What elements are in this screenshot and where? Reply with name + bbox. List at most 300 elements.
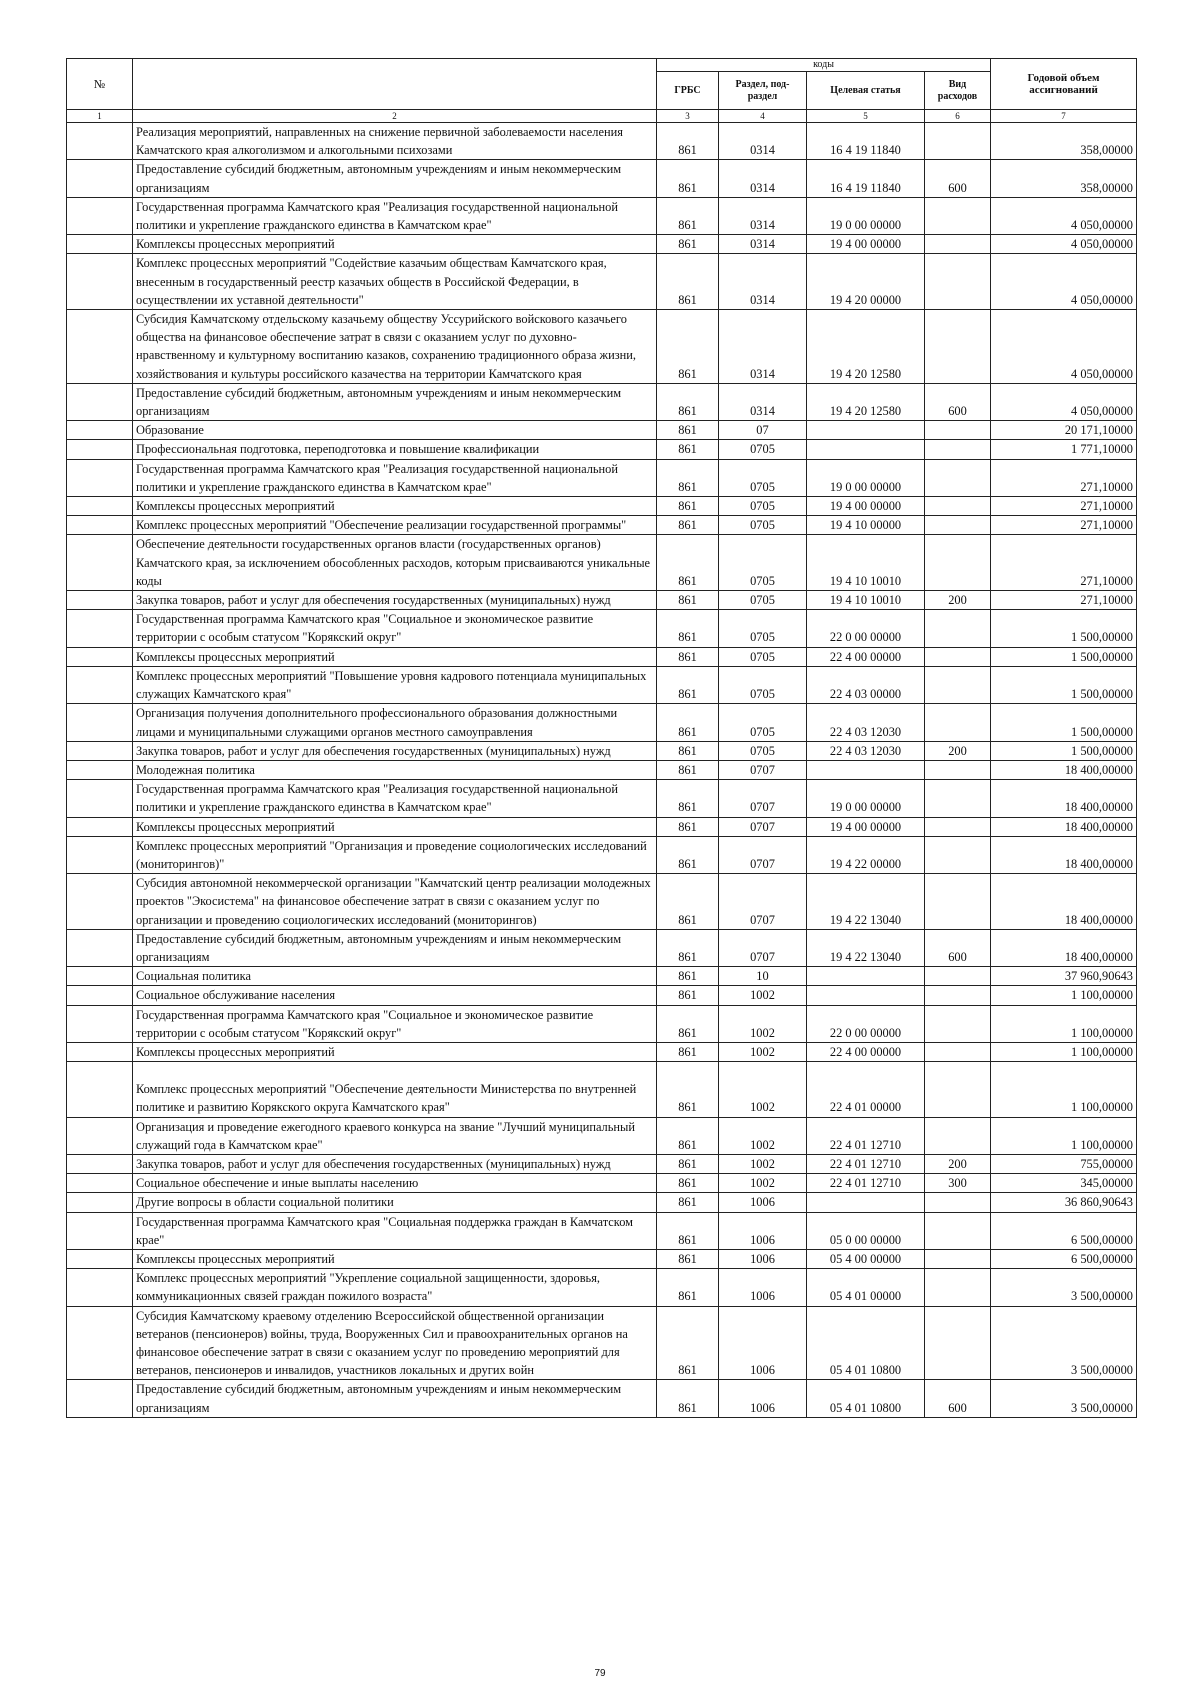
cell-num [67,647,133,666]
cell-sum: 1 500,00000 [991,704,1137,741]
cell-razdel: 0705 [719,535,807,591]
cell-razdel: 1002 [719,1154,807,1173]
table-row [67,1062,1137,1117]
table-row [67,1174,1137,1193]
cell-grbs: 861 [657,986,719,1005]
cell-sum: 18 400,00000 [991,874,1137,930]
cell-vid: 200 [925,591,991,610]
cell-celevaya: 19 4 10 10010 [807,535,925,591]
cell-razdel: 0705 [719,516,807,535]
cell-celevaya: 16 4 19 11840 [807,123,925,160]
header-colnum: 1 [67,110,133,123]
cell-vid [925,516,991,535]
cell-grbs: 861 [657,197,719,234]
cell-grbs: 861 [657,535,719,591]
table-row [67,741,1137,760]
cell-grbs: 861 [657,516,719,535]
table-row [67,123,1137,160]
cell-num [67,1154,133,1173]
budget-sheet [66,58,1136,1418]
header-colnum: 7 [991,110,1137,123]
cell-sum: 1 100,00000 [991,986,1137,1005]
cell-sum: 4 050,00000 [991,197,1137,234]
cell-sum: 4 050,00000 [991,310,1137,384]
cell-razdel: 0707 [719,874,807,930]
cell-name: Государственная программа Камчатского края "Социальная поддержка граждан в Камчатском крае" [133,1212,657,1249]
cell-vid [925,197,991,234]
cell-razdel: 0705 [719,497,807,516]
cell-sum: 345,00000 [991,1174,1137,1193]
cell-vid [925,817,991,836]
cell-sum: 18 400,00000 [991,780,1137,817]
cell-name: Субсидия Камчатскому краевому отделению Всероссийской общественной организации ветеранов (пенсионеров) войны, труда, Вооруженных Сил и правоохранительных органов на финансовое обеспечение затрат в связи с оказанием услуг по проведению мероприятий для ветеранов, пенсионеров и инвалидов, участников локальных и других войн [133,1306,657,1380]
cell-num [67,704,133,741]
cell-razdel: 1002 [719,986,807,1005]
cell-sum: 1 100,00000 [991,1005,1137,1042]
cell-vid [925,1117,991,1154]
cell-sum: 271,10000 [991,535,1137,591]
cell-razdel: 0707 [719,760,807,779]
cell-name: Комплекс процессных мероприятий "Укрепление социальной защищенности, здоровья, коммуникационных связей граждан пожилого возраста" [133,1269,657,1306]
cell-sum: 6 500,00000 [991,1249,1137,1268]
cell-num [67,666,133,703]
header-grbs: ГРБС [657,72,719,110]
cell-name: Закупка товаров, работ и услуг для обеспечения государственных (муниципальных) нужд [133,1154,657,1173]
header-colnum: 5 [807,110,925,123]
cell-celevaya: 05 4 01 10800 [807,1306,925,1380]
cell-num [67,1005,133,1042]
cell-vid [925,647,991,666]
cell-razdel: 0314 [719,383,807,420]
cell-num [67,535,133,591]
cell-num [67,1174,133,1193]
cell-vid [925,497,991,516]
cell-name: Организация и проведение ежегодного краевого конкурса на звание "Лучший муниципальный служащий года в Камчатском крае" [133,1117,657,1154]
cell-grbs: 861 [657,1005,719,1042]
cell-vid: 600 [925,160,991,197]
cell-celevaya: 22 4 00 00000 [807,647,925,666]
cell-grbs: 861 [657,929,719,966]
cell-vid [925,760,991,779]
cell-num [67,591,133,610]
cell-name: Государственная программа Камчатского края "Реализация государственной национальной политики и укрепление гражданского единства в Камчатском крае" [133,197,657,234]
cell-vid: 200 [925,741,991,760]
cell-num [67,1062,133,1117]
cell-celevaya: 22 0 00 00000 [807,610,925,647]
cell-razdel: 0705 [719,666,807,703]
cell-sum: 271,10000 [991,591,1137,610]
cell-razdel: 1002 [719,1005,807,1042]
cell-name: Комплекс процессных мероприятий "Повышение уровня кадрового потенциала муниципальных служащих Камчатского края" [133,666,657,703]
cell-vid [925,1306,991,1380]
table-row [67,1154,1137,1173]
cell-num [67,760,133,779]
cell-vid [925,459,991,496]
table-body [67,123,1137,1418]
cell-grbs: 861 [657,967,719,986]
table-row [67,459,1137,496]
cell-vid: 200 [925,1154,991,1173]
cell-razdel: 1006 [719,1193,807,1212]
cell-num [67,1117,133,1154]
cell-name: Комплексы процессных мероприятий [133,497,657,516]
cell-name: Государственная программа Камчатского края "Реализация государственной национальной политики и укрепление гражданского единства в Камчатском крае" [133,459,657,496]
cell-razdel: 0314 [719,160,807,197]
cell-razdel: 0705 [719,741,807,760]
cell-celevaya [807,760,925,779]
cell-grbs: 861 [657,160,719,197]
cell-name: Государственная программа Камчатского края "Социальное и экономическое развитие территории с особым статусом "Корякский округ" [133,610,657,647]
cell-vid [925,986,991,1005]
cell-vid: 600 [925,383,991,420]
cell-name: Социальное обслуживание населения [133,986,657,1005]
cell-grbs: 861 [657,704,719,741]
cell-celevaya: 05 4 01 10800 [807,1380,925,1417]
cell-name: Образование [133,421,657,440]
cell-sum: 271,10000 [991,497,1137,516]
table-row [67,666,1137,703]
cell-celevaya: 22 4 03 12030 [807,741,925,760]
cell-vid [925,836,991,873]
cell-grbs: 861 [657,647,719,666]
cell-grbs: 861 [657,254,719,310]
cell-num [67,254,133,310]
cell-razdel: 1002 [719,1117,807,1154]
table-row [67,760,1137,779]
cell-grbs: 861 [657,459,719,496]
cell-vid [925,235,991,254]
cell-name: Комплекс процессных мероприятий "Содействие казачьим обществам Камчатского края, внесенным в государственный реестр казачьих обществ в Российской Федерации, в осуществлении их уставной деятельности" [133,254,657,310]
cell-celevaya: 19 4 22 13040 [807,929,925,966]
cell-name: Закупка товаров, работ и услуг для обеспечения государственных (муниципальных) нужд [133,591,657,610]
cell-grbs: 861 [657,1062,719,1117]
cell-num [67,383,133,420]
cell-vid [925,421,991,440]
cell-sum: 4 050,00000 [991,254,1137,310]
cell-num [67,440,133,459]
cell-grbs: 861 [657,497,719,516]
cell-num [67,874,133,930]
cell-razdel: 1002 [719,1062,807,1117]
cell-vid [925,254,991,310]
table-row [67,929,1137,966]
cell-razdel: 0707 [719,817,807,836]
cell-grbs: 861 [657,1174,719,1193]
table-row [67,535,1137,591]
cell-razdel: 1006 [719,1249,807,1268]
cell-num [67,741,133,760]
cell-vid [925,666,991,703]
cell-vid [925,1062,991,1117]
cell-name: Молодежная политика [133,760,657,779]
cell-sum: 358,00000 [991,123,1137,160]
cell-celevaya: 22 4 03 00000 [807,666,925,703]
cell-razdel: 1006 [719,1212,807,1249]
cell-celevaya: 19 4 00 00000 [807,497,925,516]
cell-vid [925,1193,991,1212]
table-row [67,497,1137,516]
table-row [67,1212,1137,1249]
cell-grbs: 861 [657,383,719,420]
cell-num [67,836,133,873]
cell-num [67,1249,133,1268]
cell-name: Реализация мероприятий, направленных на снижение первичной заболеваемости населения Камчатского края алкоголизмом и алкогольными психозами [133,123,657,160]
cell-razdel: 0705 [719,647,807,666]
cell-name: Социальная политика [133,967,657,986]
table-row [67,1193,1137,1212]
cell-sum: 4 050,00000 [991,383,1137,420]
cell-razdel: 0707 [719,836,807,873]
table-row [67,817,1137,836]
cell-sum: 1 500,00000 [991,666,1137,703]
cell-vid: 300 [925,1174,991,1193]
cell-celevaya: 22 4 01 00000 [807,1062,925,1117]
cell-sum: 3 500,00000 [991,1306,1137,1380]
cell-razdel: 0705 [719,591,807,610]
cell-grbs: 861 [657,235,719,254]
cell-razdel: 1006 [719,1269,807,1306]
cell-vid [925,1042,991,1061]
cell-num [67,497,133,516]
header-codes: коды [657,59,991,72]
cell-name: Субсидия автономной некоммерческой организации "Камчатский центр реализации молодежных проектов "Экосистема" на финансовое обеспечение затрат в связи с оказанием услуг по организации и проведению социологических исследований (мониторингов) [133,874,657,930]
cell-celevaya: 19 0 00 00000 [807,780,925,817]
cell-celevaya: 19 4 20 12580 [807,383,925,420]
cell-celevaya [807,421,925,440]
header-razdel: Раздел, под-раздел [719,72,807,110]
table-row [67,421,1137,440]
cell-razdel: 1006 [719,1380,807,1417]
cell-sum: 3 500,00000 [991,1269,1137,1306]
cell-celevaya: 22 4 01 12710 [807,1117,925,1154]
cell-vid [925,535,991,591]
cell-sum: 1 100,00000 [991,1062,1137,1117]
cell-num [67,235,133,254]
cell-sum: 4 050,00000 [991,235,1137,254]
table-row [67,440,1137,459]
cell-celevaya [807,440,925,459]
cell-num [67,160,133,197]
cell-sum: 1 500,00000 [991,741,1137,760]
cell-razdel: 0705 [719,440,807,459]
cell-vid [925,310,991,384]
cell-sum: 20 171,10000 [991,421,1137,440]
cell-razdel: 0707 [719,780,807,817]
cell-name: Предоставление субсидий бюджетным, автономным учреждениям и иным некоммерческим организациям [133,1380,657,1417]
cell-num [67,516,133,535]
cell-num [67,929,133,966]
cell-vid [925,967,991,986]
cell-razdel: 0314 [719,310,807,384]
table-row [67,986,1137,1005]
cell-celevaya [807,1193,925,1212]
cell-name: Предоставление субсидий бюджетным, автономным учреждениям и иным некоммерческим организациям [133,160,657,197]
header-colnum: 6 [925,110,991,123]
header-celevaya: Целевая статья [807,72,925,110]
table-row [67,310,1137,384]
cell-sum: 18 400,00000 [991,760,1137,779]
cell-sum: 1 771,10000 [991,440,1137,459]
cell-vid [925,780,991,817]
page-number: 79 [594,1668,606,1679]
cell-vid: 600 [925,1380,991,1417]
table-row [67,1249,1137,1268]
cell-grbs: 861 [657,440,719,459]
cell-num [67,421,133,440]
cell-sum: 37 960,90643 [991,967,1137,986]
cell-grbs: 861 [657,1212,719,1249]
cell-grbs: 861 [657,1380,719,1417]
cell-name: Комплекс процессных мероприятий "Обеспечение реализации государственной программы" [133,516,657,535]
cell-razdel: 10 [719,967,807,986]
cell-num [67,1306,133,1380]
table-row [67,836,1137,873]
cell-num [67,1380,133,1417]
table-row [67,383,1137,420]
cell-celevaya: 05 4 00 00000 [807,1249,925,1268]
cell-celevaya: 19 4 10 00000 [807,516,925,535]
cell-razdel: 1006 [719,1306,807,1380]
cell-celevaya: 22 4 03 12030 [807,704,925,741]
cell-sum: 1 500,00000 [991,647,1137,666]
cell-celevaya: 19 4 22 00000 [807,836,925,873]
cell-sum: 18 400,00000 [991,817,1137,836]
cell-name: Комплекс процессных мероприятий "Организация и проведение социологических исследований (мониторингов)" [133,836,657,873]
cell-grbs: 861 [657,591,719,610]
cell-grbs: 861 [657,780,719,817]
cell-name: Комплексы процессных мероприятий [133,1042,657,1061]
cell-celevaya: 19 4 10 10010 [807,591,925,610]
cell-name: Обеспечение деятельности государственных органов власти (государственных органов) Камчатского края, за исключением обособленных расходов, которым присваиваются уникальные коды [133,535,657,591]
cell-vid [925,610,991,647]
cell-vid [925,123,991,160]
cell-celevaya: 19 4 20 00000 [807,254,925,310]
cell-name: Другие вопросы в области социальной политики [133,1193,657,1212]
cell-vid [925,440,991,459]
table-row [67,874,1137,930]
cell-num [67,1193,133,1212]
cell-vid [925,1005,991,1042]
cell-name: Комплексы процессных мероприятий [133,235,657,254]
cell-name: Комплексы процессных мероприятий [133,1249,657,1268]
table-row [67,1269,1137,1306]
cell-celevaya [807,967,925,986]
cell-vid [925,1249,991,1268]
cell-sum: 1 100,00000 [991,1042,1137,1061]
cell-name: Предоставление субсидий бюджетным, автономным учреждениям и иным некоммерческим организациям [133,929,657,966]
cell-grbs: 861 [657,1117,719,1154]
cell-razdel: 07 [719,421,807,440]
cell-razdel: 0707 [719,929,807,966]
cell-name: Закупка товаров, работ и услуг для обеспечения государственных (муниципальных) нужд [133,741,657,760]
cell-sum: 1 500,00000 [991,610,1137,647]
cell-grbs: 861 [657,310,719,384]
cell-celevaya: 22 4 00 00000 [807,1042,925,1061]
cell-celevaya: 19 4 22 13040 [807,874,925,930]
table-row [67,1117,1137,1154]
cell-name: Социальное обеспечение и иные выплаты населению [133,1174,657,1193]
cell-sum: 358,00000 [991,160,1137,197]
cell-grbs: 861 [657,123,719,160]
cell-num [67,459,133,496]
table-row [67,160,1137,197]
cell-num [67,1042,133,1061]
cell-sum: 6 500,00000 [991,1212,1137,1249]
cell-name: Государственная программа Камчатского края "Реализация государственной национальной политики и укрепление гражданского единства в Камчатском крае" [133,780,657,817]
cell-sum: 271,10000 [991,459,1137,496]
cell-celevaya: 19 0 00 00000 [807,459,925,496]
table-row [67,967,1137,986]
cell-name: Профессиональная подготовка, переподготовка и повышение квалификации [133,440,657,459]
cell-name: Государственная программа Камчатского края "Социальное и экономическое развитие территории с особым статусом "Корякский округ" [133,1005,657,1042]
header-colnum: 4 [719,110,807,123]
cell-grbs: 861 [657,817,719,836]
cell-celevaya: 22 0 00 00000 [807,1005,925,1042]
cell-grbs: 861 [657,874,719,930]
cell-grbs: 861 [657,666,719,703]
table-row [67,704,1137,741]
cell-celevaya: 05 0 00 00000 [807,1212,925,1249]
cell-grbs: 861 [657,1193,719,1212]
cell-name: Комплексы процессных мероприятий [133,647,657,666]
cell-num [67,817,133,836]
header-name-blank [133,59,657,110]
cell-vid [925,874,991,930]
header-vid: Вид расходов [925,72,991,110]
cell-sum: 3 500,00000 [991,1380,1137,1417]
cell-name: Комплексы процессных мероприятий [133,817,657,836]
cell-grbs: 861 [657,1249,719,1268]
table-row [67,647,1137,666]
table-row [67,780,1137,817]
table-row [67,254,1137,310]
cell-grbs: 861 [657,1306,719,1380]
cell-num [67,310,133,384]
budget-table [66,58,1137,1418]
cell-celevaya: 19 4 00 00000 [807,235,925,254]
table-row [67,1042,1137,1061]
cell-celevaya: 19 4 20 12580 [807,310,925,384]
cell-grbs: 861 [657,1154,719,1173]
cell-num [67,1212,133,1249]
cell-sum: 18 400,00000 [991,836,1137,873]
cell-num [67,197,133,234]
table-header [67,59,1137,123]
cell-sum: 36 860,90643 [991,1193,1137,1212]
cell-name: Предоставление субсидий бюджетным, автономным учреждениям и иным некоммерческим организациям [133,383,657,420]
table-row [67,1005,1137,1042]
cell-grbs: 861 [657,741,719,760]
cell-name: Комплекс процессных мероприятий "Обеспечение деятельности Министерства по внутренней политике и развитию Корякского округа Камчатского края" [133,1062,657,1117]
cell-razdel: 0705 [719,459,807,496]
cell-grbs: 861 [657,836,719,873]
cell-celevaya: 05 4 01 00000 [807,1269,925,1306]
table-row [67,235,1137,254]
cell-sum: 1 100,00000 [991,1117,1137,1154]
cell-num [67,780,133,817]
cell-num [67,123,133,160]
cell-vid [925,1269,991,1306]
cell-celevaya: 19 0 00 00000 [807,197,925,234]
table-row [67,610,1137,647]
cell-vid [925,1212,991,1249]
cell-razdel: 0314 [719,197,807,234]
cell-celevaya: 22 4 01 12710 [807,1174,925,1193]
cell-sum: 271,10000 [991,516,1137,535]
header-no: № [67,59,133,110]
cell-vid: 600 [925,929,991,966]
cell-grbs: 861 [657,1269,719,1306]
